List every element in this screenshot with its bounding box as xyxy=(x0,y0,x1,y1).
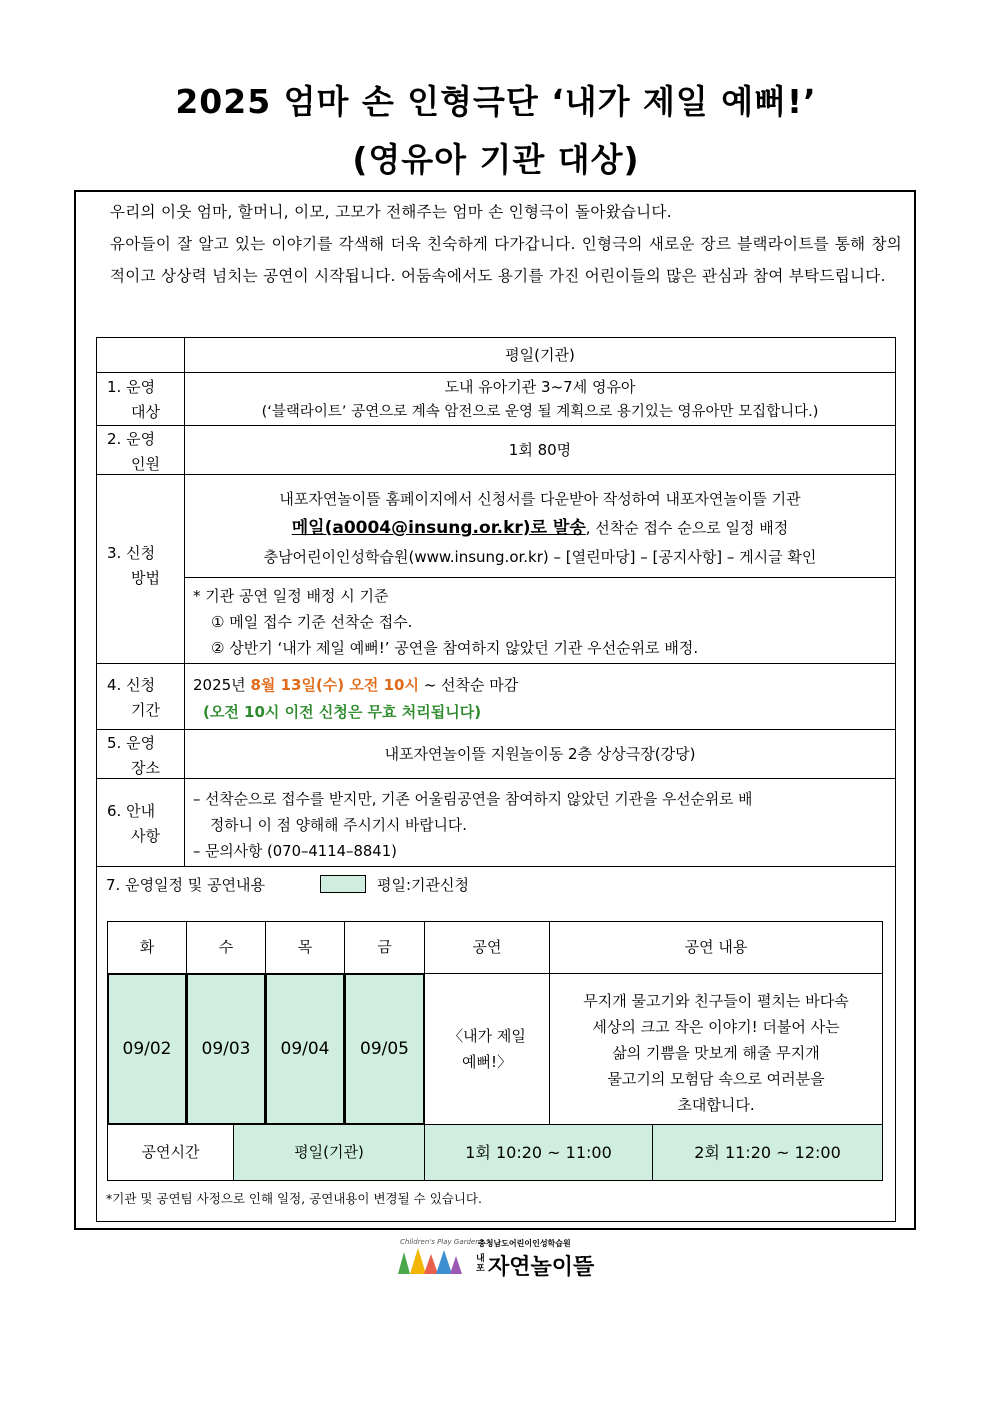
row-note-method: * 기관 공연 일정 배정 시 기준 ① 메일 접수 기준 선착순 접수. ② 상반기 ‘내가 제일 예뻐!’ 공연을 참여하지 않았던 기관 우선순위로 배정. xyxy=(184,577,896,664)
logo xyxy=(396,1238,606,1278)
col-show: 공연 xyxy=(424,921,550,974)
date-wed: 09/03 xyxy=(186,973,266,1125)
row-value-target: 도내 유아기관 3~7세 영유아 (‘블랙라이트’ 공연으로 계속 암전으로 운영 될 계획으로 용기있는 영유아만 모집합니다.) xyxy=(184,372,896,426)
table-header: 평일(기관) xyxy=(184,337,896,373)
row-label-count: 2. 운영 인원 xyxy=(96,425,185,475)
page-subtitle: (영유아 기관 대상) xyxy=(352,140,640,179)
legend-swatch xyxy=(320,875,366,893)
row-label-method: 3. 신청 방법 xyxy=(96,474,185,664)
time-type: 평일(기관) xyxy=(233,1124,425,1181)
day-tue: 화 xyxy=(107,921,187,974)
time-slot-2: 2회 11:20 ~ 12:00 xyxy=(652,1124,883,1181)
show-content: 무지개 물고기와 친구들이 펼치는 바다속 세상의 크고 작은 이야기! 더불어 사는 삶의 기쁨을 맛보게 해줄 무지개 물고기의 모험담 속으로 여러분을 초대합니다. xyxy=(549,973,883,1125)
col-content: 공연 내용 xyxy=(549,921,883,974)
row-label-period: 4. 신청 기간 xyxy=(96,663,185,730)
row-value-notice: – 선착순으로 접수를 받지만, 기존 어울림공연을 참여하지 않았던 기관을 우선순위로 배 정하니 이 점 양해해 주시기시 바랍니다. – 문의사항 (070–4114–8841) xyxy=(184,778,896,867)
day-wed: 수 xyxy=(186,921,266,974)
page-title: 2025 엄마 손 인형극단 ‘내가 제일 예뻐!’ xyxy=(175,82,817,121)
date-fri: 09/05 xyxy=(344,973,425,1125)
intro-paragraph-2: 유아들이 잘 알고 있는 이야기를 각색해 더욱 친숙하게 다가갑니다. 인형극의 새로운 장르 블랙라이트를 통해 창의적이고 상상력 넘치는 공연이 시작됩니다. 어둠속에서도 용기를 가진 어린이들의 많은 관심과 참여 부탁드립니다. xyxy=(110,235,902,285)
schedule-title: 7. 운영일정 및 공연내용 xyxy=(106,876,266,894)
intro-paragraph-1: 우리의 이웃 엄마, 할머니, 이모, 고모가 전해주는 엄마 손 인형극이 돌아왔습니다. xyxy=(110,203,672,221)
legend-label: 평일:기관신청 xyxy=(377,876,469,894)
logo-org: 충청남도어린이인성학습원 xyxy=(478,1239,571,1248)
intro-text xyxy=(110,196,902,292)
show-title: 〈내가 제일 예뻐!〉 xyxy=(424,973,550,1125)
row-value-period: 2025년 8월 13일(수) 오전 10시 ~ 선착순 마감 (오전 10시 이전 신청은 무효 처리됩니다) xyxy=(184,663,896,730)
logo-name: 자연놀이뜰 xyxy=(488,1255,595,1280)
footnote: *기관 및 공연팀 사정으로 인해 일정, 공연내용이 변경될 수 있습니다. xyxy=(106,1191,482,1206)
time-slot-1: 1회 10:20 ~ 11:00 xyxy=(424,1124,653,1181)
day-thu: 목 xyxy=(265,921,345,974)
row-value-method: 내포자연놀이뜰 홈페이지에서 신청서를 다운받아 작성하여 내포자연놀이뜰 기관 메일(a0004@insung.or.kr)로 발송, 선착순 접수 순으로 일정 배정 충남어린이인성학습원(www.insung.or.kr) – [열린마당] – [공지사항] – 게시글 확인 xyxy=(184,474,896,578)
email-link[interactable]: 메일(a0004@insung.or.kr)로 발송 xyxy=(291,518,586,538)
row-value-place: 내포자연놀이뜰 지원놀이동 2층 상상극장(강당) xyxy=(184,729,896,779)
row-label-place: 5. 운영 장소 xyxy=(96,729,185,779)
date-tue: 09/02 xyxy=(107,973,187,1125)
logo-tagline: Children's Play Garden xyxy=(400,1238,480,1246)
logo-prefix: 내포 xyxy=(476,1254,485,1274)
row-label-notice: 6. 안내 사항 xyxy=(96,778,185,867)
row-label-target: 1. 운영 대상 xyxy=(96,372,185,426)
day-fri: 금 xyxy=(344,921,425,974)
date-thu: 09/04 xyxy=(265,973,345,1125)
row-value-count: 1회 80명 xyxy=(184,425,896,475)
time-label: 공연시간 xyxy=(107,1124,234,1181)
table-corner xyxy=(96,337,185,373)
